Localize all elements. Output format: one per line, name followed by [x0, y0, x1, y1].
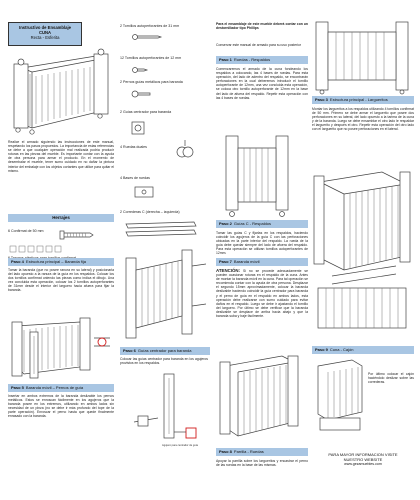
- step-3-number: Paso 3: [315, 97, 328, 102]
- centering-guide-icon: [130, 120, 146, 136]
- tool-note: Para el ensamblaje de este mueble deberá contar con un destornillador tipo Phillips: [216, 22, 308, 31]
- herraje-correderas: 2 Correderas C (derecha – izquierda): [120, 210, 180, 214]
- top-right-crib-illustration: [312, 18, 414, 94]
- step-9-text: Por último colocar el cajón haciéndolo deslizar sobre las correderas.: [368, 372, 414, 385]
- step-3-text: Montar los largueritos a los respaldos utilizando 4 tornillos confirmat de 50 mm. Primero se debe armar el larguerito que posee dos perforaciones en su lateral, del lado opuesto a la tarima de la cuna y de la baranda. Luego se debe ensamblar el otro lado le respaldar el larguerito y después el otro. Repetir esta operación del otro lado con el larguerito que no posee perforaciones en el lateral.: [312, 107, 414, 132]
- herraje-pernos-guia: 2 Pernos guías metálicos para baranda: [120, 80, 183, 84]
- crib-illustration-assembled: [6, 48, 116, 136]
- step-5-illustration: [20, 330, 50, 380]
- step-3-title: Estructura principal - Largueritos: [329, 97, 388, 102]
- guide-hole-caption: Agujero para centrador de guía: [162, 444, 198, 447]
- step-5-text: Insertar en ambos extremos de la baranda deslizable los pernos metálicos. Estos se enroscan fácilmente en los agujeros que la baranda posee en los extremos, utilizando en ambos lados sin necesidad de un pinza (no se debe ir más profundo del tope de la parte operación). Enroscar el perno hasta que quede finalmente enrasado con la baranda.: [8, 394, 114, 419]
- step-5-title: Baranda móvil – Pernos de guía: [25, 385, 84, 390]
- screw-12-icon: [132, 66, 148, 74]
- herraje-confirmat: 6 Confirmat de 50 mm: [8, 229, 44, 233]
- step-7-title: Baranda móvil: [233, 259, 260, 264]
- herraje-tornillo-31: 2 Tornillos autoperforantes de 31 mm: [120, 24, 180, 28]
- website-footer: [312, 452, 414, 467]
- step-8-text: Apoyar la parrilla sobre los largueritos y encastrar el perno de las ruedas en la base de las mismas.: [216, 459, 308, 468]
- step-5-band: [8, 384, 114, 392]
- step-3-illustration: [312, 166, 414, 336]
- footer-line-2: NUESTRO WEBSITE: [343, 457, 383, 462]
- model-name: Recta - Esferita: [30, 35, 60, 40]
- step-1-band: [216, 56, 308, 64]
- atencion-block: [216, 269, 308, 347]
- wheel-base-icon: [134, 186, 154, 198]
- step-1-number: Paso 1: [219, 57, 232, 62]
- step-4-band: [8, 258, 114, 266]
- product-name: CUNA: [38, 30, 52, 35]
- title-box: [8, 22, 82, 46]
- step-6-illustration: [124, 374, 208, 448]
- document-title: Instructivo de Ensamblaje: [19, 25, 71, 30]
- step-2-text: Tomar las guías C y fijarlas en los respaldos, haciendo coincidir los agujeros de la guía C con las perforaciones ubicadas en la parte interior del respaldo. La rueda de la guía debe quedar siempre del lado de afuera del respaldo. Para esta operación se utilizan tornillos autoperforantes de 12mm.: [216, 231, 308, 256]
- step-1-text: Comenzaremos el armado de la cuna fondeando los respaldos a colocando, las 4 bases de ruedas. Para esta operación, del lado de adentro del respaldo, se encontrarán perforaciones en la cual deberemos introducir el tornillo autoperforante de 12mm, una vez concluida esta operación, se coloca otro tornillo autoperforante de 12mm en la base del lado de afuera del respaldo. Repetir esta operación con las 4 bases de ruedas.: [216, 67, 308, 100]
- step-7-number: Paso 7: [219, 259, 232, 264]
- crib-headboard-illustration: [122, 246, 208, 342]
- step-7-band: [216, 258, 308, 266]
- step-8-band: [216, 448, 308, 456]
- step-1-illustration: [216, 132, 310, 218]
- step-9-illustration: [312, 356, 368, 436]
- step-9-title: Cuna - Cajón: [329, 347, 354, 352]
- step-9-band: [312, 346, 414, 354]
- herraje-bases-ruedas: 4 Bases de ruedas: [120, 176, 150, 180]
- footer-line-1: PARA MAYOR INFORMACION VISITE: [328, 452, 398, 457]
- step-4-number: Paso 4: [11, 259, 24, 264]
- plug-icon: [10, 244, 62, 254]
- keep-manual-note: Conservar este manual de armado para su uso posterior: [216, 43, 301, 47]
- herrajes-heading: Herrajes: [8, 214, 114, 222]
- atencion-text: Si no se procede adecuadamente se pueden ocasionar roturas en el respaldo de la cuna. Antes de montar la baranda móvil en la cuna. Para tal operación se recomienda contar con la ayuda de otra persona. Desplazar el segundo 15mm aproximadamente, colocar la baranda deslizable haciendo coincidir la guía centrador para baranda y el perno de guía en el respaldo en ambos lados, esta operación debe realizarse con sumo cuidado para evitar daños en el respaldo. Luego se debe ir ajustando el tornillo del larguero. Por último se debe verificar que la baranda deslizable se desplace de arriba hacia abajo y que la baranda suba y baje fácilmente.: [216, 269, 308, 319]
- step-2-title: Guías C - Respaldos: [233, 221, 272, 226]
- step-5-number: Paso 5: [11, 385, 24, 390]
- slide-rail-icon: [124, 220, 200, 240]
- step-2-band: [216, 220, 308, 228]
- step-6-title: Guías centrador para baranda: [137, 348, 192, 353]
- footer-url[interactable]: www.gezamuebles.com: [344, 462, 382, 466]
- step-6-text: Colocar las guías centrador para baranda en los agujeros provistos en los respaldos.: [120, 357, 208, 366]
- intro-text: Realice el armado siguiendo las instrucciones de este manual, respetando los pasos propuestos. La importancia de estas referencias se debe a que cualquier operación mal realizada podría producir roturas en las piezas del mueble. Es importante contar con la ayuda de otra persona para armar el producto. En el momento de desembalar el mueble, tener sumo cuidado en no dañar la pintura interior del embalaje con los objetos cortantes que utilice para quitar el mismo.: [8, 140, 114, 173]
- step-8-title: Parrilla - Ruedas: [233, 449, 264, 454]
- screw-confirmat-icon: [60, 230, 94, 240]
- step-8-number: Paso 8: [219, 449, 232, 454]
- step-9-number: Paso 9: [315, 347, 328, 352]
- step-1-title: Ruedas - Respaldos: [233, 57, 271, 62]
- step-2-number: Paso 2: [219, 221, 232, 226]
- step-7-illustration: [218, 352, 308, 448]
- step-4-title: Estructura principal – Baranda fija: [25, 259, 86, 264]
- herraje-guias-centrador: 2 Guías centrador para baranda: [120, 110, 172, 114]
- atencion-label: ATENCIÓN:: [216, 268, 241, 273]
- herraje-ruedas-duales: 4 Ruedas duales: [120, 145, 147, 149]
- step-4-text: Tomar la baranda (que no posee ranura en su lateral) y posicionarla del lado opuesto a la ranura de la guía en los respaldos. Colocar los dos tornillos confirmat uniendo las piezas como indica el dibujo. Una vez concluida esta operación, colocar los 2 tornillos autoperforantes de 31mm desde el interior del larguero hacia afuera para fijar la baranda.: [8, 268, 114, 293]
- guide-pin-icon: [132, 90, 152, 98]
- herraje-tornillo-12: 12 Tornillos autoperforantes de 12 mm: [120, 56, 182, 60]
- screw-31-icon: [132, 33, 162, 41]
- dual-wheel-icon: [176, 140, 194, 160]
- step-6-number: Paso 6: [123, 348, 136, 353]
- step-6-band: [120, 347, 210, 355]
- step-3-band: [312, 96, 414, 104]
